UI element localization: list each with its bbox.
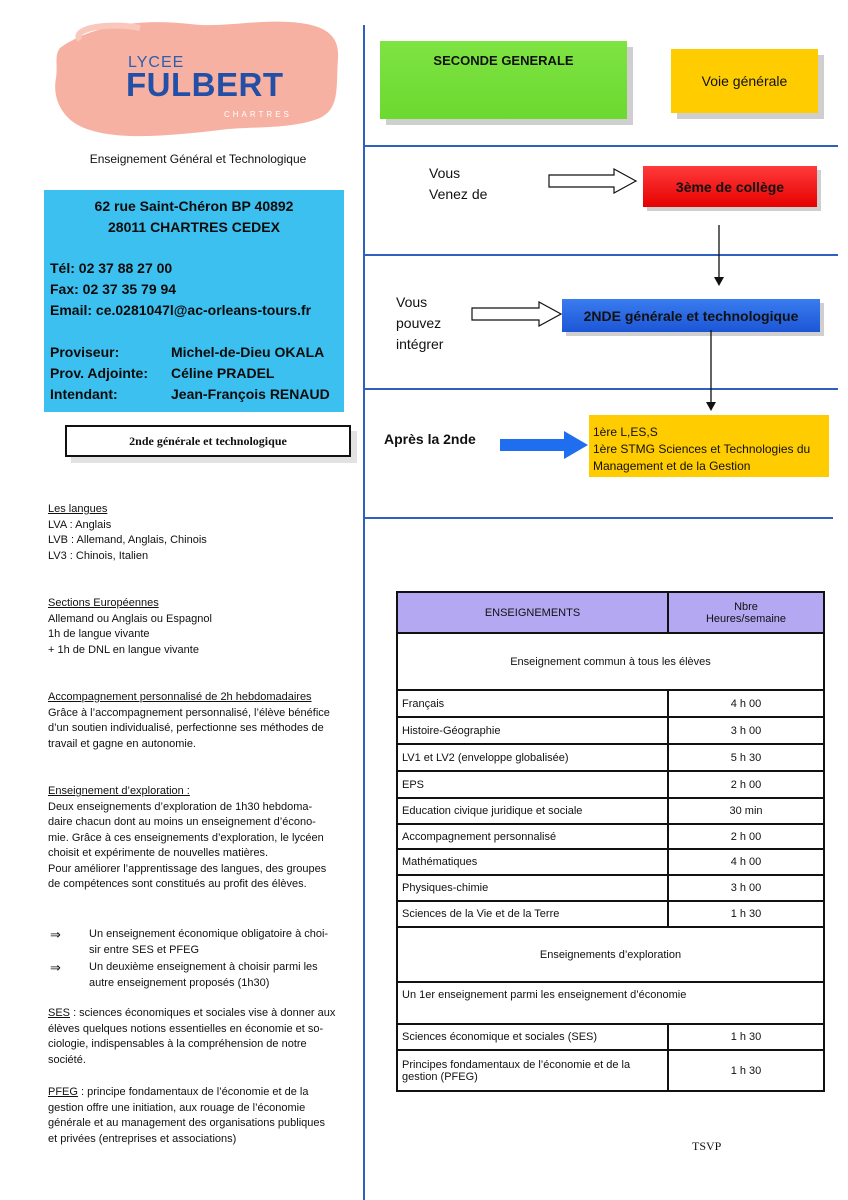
premiere-box: 1ère L,ES,S 1ère STMG Sciences et Technologies du Management et de la Gestion <box>589 415 829 477</box>
table-row: Education civique juridique et sociale 30 min <box>397 798 824 824</box>
down-arrow-icon <box>712 225 726 287</box>
phone: Tél: 02 37 88 27 00 <box>50 260 173 276</box>
section-title: 2nde générale et technologique <box>65 425 351 457</box>
section-exploration: Enseignements d’exploration <box>397 927 824 982</box>
college-box: 3ème de collège <box>643 166 817 207</box>
logo-lycee: LYCEE <box>128 54 185 71</box>
hollow-arrow-icon <box>471 301 563 327</box>
section-commun: Enseignement commun à tous les élèves <box>397 633 824 690</box>
blue-arrow-icon <box>500 430 590 460</box>
accompagnement-heading: Accompagnement personnalisé de 2h hebdomadaires <box>48 691 312 703</box>
seconde-generale-box: SECONDE GENERALE <box>380 41 627 119</box>
page-subtitle: Enseignement Général et Technologique <box>89 152 307 166</box>
table-section-row <box>397 633 824 690</box>
vous-venez-label: Vous Venez de <box>429 165 488 202</box>
exploration-heading: Enseignement d’exploration : <box>48 785 190 797</box>
divider <box>365 145 838 147</box>
table-row: Histoire-Géographie 3 h 00 <box>397 717 824 744</box>
table-row: Sciences économique et sociales (SES) 1 h 30 <box>397 1024 824 1050</box>
table-row: Physiques-chimie 3 h 00 <box>397 875 824 901</box>
langues-block: Les langues LVA : Anglais LVB : Allemand, Anglais, Chinois LV3 : Chinois, Italien <box>48 502 348 564</box>
header-heures: Nbre Heures/semaine <box>668 592 824 633</box>
double-arrow-icon: ⇒ <box>50 960 61 975</box>
table-row: EPS 2 h 00 <box>397 771 824 798</box>
tsvp-footer: TSVP <box>692 1139 722 1153</box>
table-row: Accompagnement personnalisé 2 h 00 <box>397 824 824 849</box>
fax: Fax: 02 37 35 79 94 <box>50 281 177 297</box>
table-header-row <box>397 592 824 633</box>
table-row: Sciences de la Vie et de la Terre 1 h 30 <box>397 901 824 927</box>
email[interactable]: Email: ce.0281047l@ac-orleans-tours.fr <box>50 302 312 318</box>
school-logo <box>50 18 342 143</box>
column-divider <box>363 25 365 1200</box>
exploration-block: Enseignement d’exploration : Deux enseignements d’exploration de 1h30 hebdoma- daire chacun dont au moins un enseignement d’écono- mie. Grâce à ces enseignements d’exploration, le lycéen choisit et expérimente de nouvelles matières. Pour améliorer l’apprentissage des langues, des groupes de compétences sont constitués au profit des élèves. <box>48 784 348 893</box>
staff-row: Intendant: Jean-François RENAUD <box>50 386 330 402</box>
staff-row: Prov. Adjointe: Céline PRADEL <box>50 365 275 381</box>
logo-chartres: CHARTRES <box>224 110 292 119</box>
table-note-row <box>397 982 824 1024</box>
accompagnement-block: Accompagnement personnalisé de 2h hebdomadaires Grâce à l’accompagnement personnalisé, l’élève bénéfice d’un soutien individualisé, perfectionne ses méthodes de travail et gagne en autonomie. <box>48 690 348 752</box>
table-row: LV1 et LV2 (enveloppe globalisée) 5 h 30 <box>397 744 824 771</box>
hollow-arrow-icon <box>548 168 638 194</box>
table-row: Mathématiques 4 h 00 <box>397 849 824 875</box>
address-line-1: 62 rue Saint-Chéron BP 40892 <box>94 198 294 214</box>
langues-heading: Les langues <box>48 503 108 515</box>
pfeg-block: PFEG : principe fondamentaux de l’économie et de la gestion offre une initiation, aux rouage de l’économie générale et au management des organisations publiques et privées (entreprises et associations) <box>48 1086 326 1145</box>
sections-euro-heading: Sections Européennes <box>48 597 159 609</box>
sections-euro-block: Sections Européennes Allemand ou Anglais ou Espagnol 1h de langue vivante + 1h de DNL en langue vivante <box>48 596 348 658</box>
contact-box <box>44 190 344 412</box>
table-row: Principes fondamentaux de l’économie et de la gestion (PFEG) 1 h 30 <box>397 1050 824 1091</box>
header-enseignements: ENSEIGNEMENTS <box>397 592 668 633</box>
divider <box>365 388 838 390</box>
divider <box>365 517 833 519</box>
seconde-gt-box: 2NDE générale et technologique <box>562 299 820 332</box>
vous-pouvez-label: Vous pouvez intégrer <box>396 294 444 352</box>
staff-row: Proviseur: Michel-de-Dieu OKALA <box>50 344 325 360</box>
double-arrow-icon: ⇒ <box>50 927 61 942</box>
divider <box>365 254 838 256</box>
down-arrow-icon <box>704 330 718 412</box>
table-row: Français 4 h 00 <box>397 690 824 717</box>
logo-fulbert: FULBERT <box>126 66 284 103</box>
explo-note: Un 1er enseignement parmi les enseignement d’économie <box>397 982 824 1024</box>
voie-generale-box: Voie générale <box>671 49 818 113</box>
apres-label: Après la 2nde <box>384 431 476 447</box>
address-line-2: 28011 CHARTRES CEDEX <box>108 219 280 235</box>
ses-block: SES : sciences économiques et sociales vise à donner aux élèves quelques notions essentielles en économie et so- ciologie, indispensables à la compréhension de notre société. <box>48 1007 336 1066</box>
table-section-row <box>397 927 824 982</box>
hours-table <box>396 591 825 1092</box>
